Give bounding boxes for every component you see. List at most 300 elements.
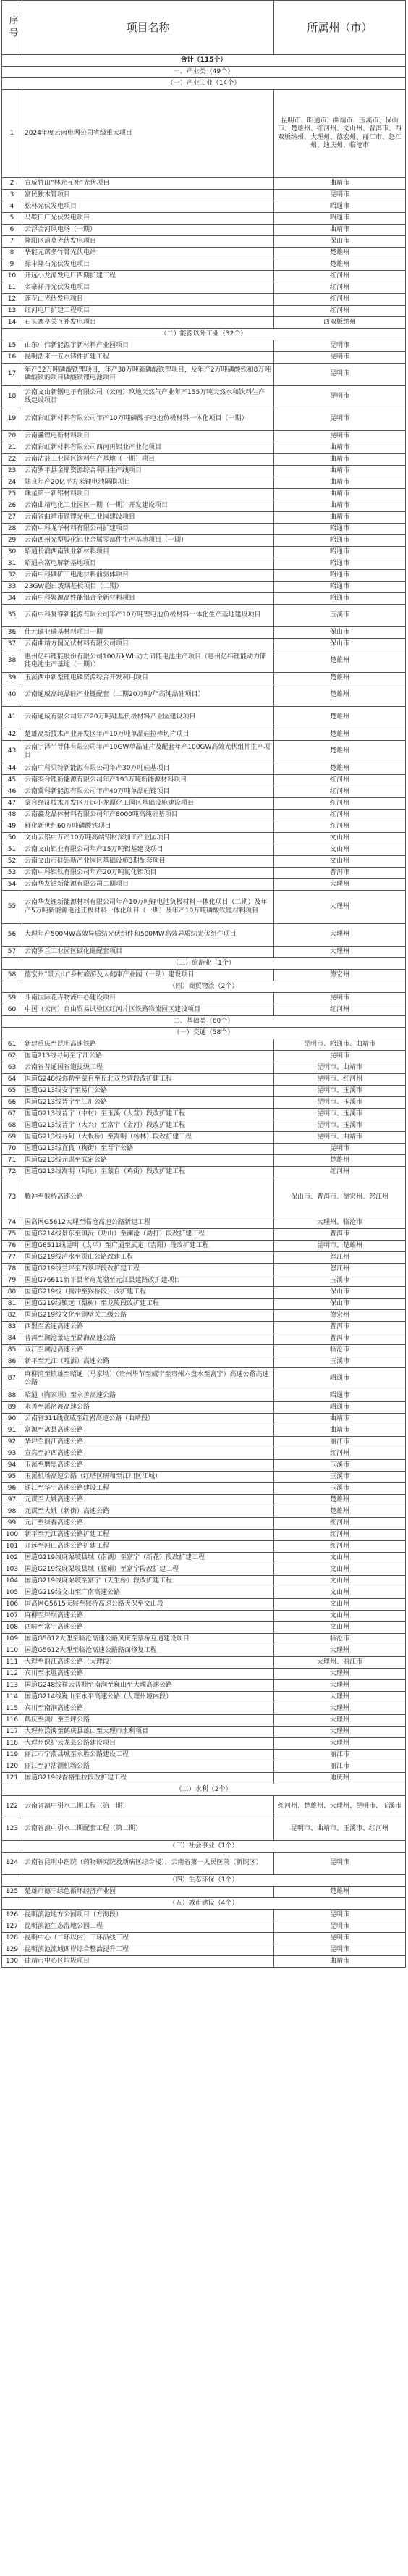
project-name: 麻柳湾至镇雄至昭通（马家坳）（贵州毕节至威宁至贵州六盘水至富宁）高速公路高速公路 — [22, 1368, 274, 1390]
row-number: 59 — [2, 993, 22, 1004]
project-name: 开远小龙潭发电厂四期扩建工程 — [22, 271, 274, 282]
location: 昆明市、曲靖市、玉溪市、红河州 — [274, 1818, 406, 1841]
table-row — [2, 1437, 406, 1448]
project-name: 普洱至澜沧景迈至勐海高速公路 — [22, 1333, 274, 1345]
location: 楚雄州 — [274, 707, 406, 729]
location: 楚雄州 — [274, 741, 406, 763]
project-name: 楚雄市德丰绿色循环经济产业园 — [22, 1887, 274, 1898]
group-label: （四）商贸物流（2个） — [2, 981, 406, 993]
table-row — [2, 1887, 406, 1898]
table-row — [2, 1495, 406, 1506]
location: 楚雄州 — [274, 673, 406, 684]
row-number: 55 — [2, 891, 22, 924]
table-row — [2, 1853, 406, 1875]
row-number: 86 — [2, 1356, 22, 1368]
location: 玉溪市 — [274, 1483, 406, 1495]
row-number: 46 — [2, 786, 22, 798]
project-name: 云南曲靖方圆光伏材料有限公司项目 — [22, 639, 274, 650]
row-number: 47 — [2, 798, 22, 810]
table-row — [2, 1933, 406, 1944]
row-number: 70 — [2, 1144, 22, 1155]
location: 文山州 — [274, 833, 406, 844]
project-name: 蒙自经济技术开发区开远小龙潭化工园区基础设施建设项目 — [22, 798, 274, 810]
location: 楚雄州 — [274, 763, 406, 775]
table-row — [2, 1750, 406, 1761]
column-header-location: 所属州（市） — [274, 1, 406, 55]
project-name: 国道G219线兰坪至西翠坪段改扩建工程 — [22, 1264, 274, 1275]
project-name: 麻柳至坪坝高速公路 — [22, 1611, 274, 1622]
row-number: 74 — [2, 1217, 22, 1229]
row-number: 80 — [2, 1287, 22, 1299]
table-body — [2, 55, 406, 1968]
table-row — [2, 684, 406, 707]
row-number: 36 — [2, 627, 22, 639]
project-name: 元谋至大姚高速公路 — [22, 1495, 274, 1506]
row-number: 72 — [2, 1167, 22, 1178]
table-row — [2, 1155, 406, 1167]
row-number: 6 — [2, 225, 22, 236]
project-name: 23GW超白玻璃基板项目（二期） — [22, 582, 274, 593]
project-name: 云南通威高纯晶硅产业链配套（二期20万吨/年高纯晶硅项目） — [22, 684, 274, 707]
row-number: 102 — [2, 1553, 22, 1564]
project-name: 昭通永富电解新基地项目 — [22, 558, 274, 570]
row-number: 100 — [2, 1530, 22, 1541]
table-row — [2, 535, 406, 547]
table-row — [2, 225, 406, 236]
table-row — [2, 236, 406, 248]
location: 大理州 — [274, 1669, 406, 1680]
table-row — [2, 1299, 406, 1310]
project-name: 大理年产500MW高效异质结光伏组件和500MW高效异质结光伏组件项目 — [22, 924, 274, 947]
location: 昆明市 — [274, 1853, 406, 1875]
row-number: 16 — [2, 352, 22, 364]
row-number: 20 — [2, 431, 22, 442]
table-row — [2, 1287, 406, 1299]
table-row — [2, 317, 406, 329]
table-row — [2, 1414, 406, 1425]
table-row — [2, 833, 406, 844]
row-number: 69 — [2, 1132, 22, 1144]
table-row — [2, 924, 406, 947]
location: 楚雄州 — [274, 684, 406, 707]
location: 红河州 — [274, 282, 406, 294]
table-row — [2, 201, 406, 213]
project-name: 昆明中心（二环以内）三环沿线工程 — [22, 1933, 274, 1944]
project-name: 陆良年产20亿平方米锂电池隔膜项目 — [22, 477, 274, 489]
group-label: （三）旅游业（1个） — [2, 958, 406, 970]
table-row — [2, 512, 406, 524]
project-name: 国道G248线祥云普棚至南涧至巍山至大理高速公路 — [22, 1680, 274, 1692]
total-label: 合计（115个） — [2, 55, 406, 67]
table-row — [2, 271, 406, 282]
row-number: 93 — [2, 1448, 22, 1460]
location: 楚雄州 — [274, 1155, 406, 1167]
table-row — [2, 1425, 406, 1437]
row-number: 18 — [2, 386, 22, 408]
row-number: 24 — [2, 477, 22, 489]
table-row — [2, 1576, 406, 1587]
table-row — [2, 1773, 406, 1784]
project-name: 云南通威有限公司年产20万吨硅基负极材料产业园建设项目 — [22, 707, 274, 729]
location: 昆明市 — [274, 352, 406, 364]
project-name: 国道G213线晋宁至江川公路 — [22, 1097, 274, 1109]
project-name: 国道G219线泸水至贡山公路改建工程 — [22, 1252, 274, 1264]
project-name: 国道G213线宜良（狗街）至晋宁公路 — [22, 1144, 274, 1155]
location: 昆明市 — [274, 386, 406, 408]
table-row — [2, 1448, 406, 1460]
project-name: 昭通长润西南钛业新材料项目 — [22, 547, 274, 558]
table-row — [2, 582, 406, 593]
location: 丽江市 — [274, 1761, 406, 1773]
project-name: 云南中科贝特新能源有限公司年产30万吨硅基项目 — [22, 763, 274, 775]
row-number: 96 — [2, 1483, 22, 1495]
row-number: 68 — [2, 1120, 22, 1132]
project-name: 红河电厂扩建工程项目 — [22, 306, 274, 317]
location: 昆明市、玉溪市 — [274, 1120, 406, 1132]
row-number: 103 — [2, 1564, 22, 1576]
row-number: 76 — [2, 1241, 22, 1252]
table-row — [2, 1132, 406, 1144]
project-name: 国道G5612大理至临沧高速公路凤庆至蒙桥互通建设项目 — [22, 1634, 274, 1645]
table-row — [2, 1910, 406, 1921]
project-name: 大理至丽江高速公路（大理段） — [22, 1657, 274, 1669]
project-name: 富源至盘县高速公路 — [22, 1425, 274, 1437]
project-name: 云南鑫锂电新材料项目 — [22, 431, 274, 442]
location: 昆明市 — [274, 1921, 406, 1933]
table-row — [2, 431, 406, 442]
location: 楚雄州 — [274, 259, 406, 271]
row-number: 88 — [2, 1390, 22, 1402]
row-number: 120 — [2, 1761, 22, 1773]
row-number: 33 — [2, 582, 22, 593]
project-name: 云南省曲靖市铁锂光电工业园建设项目 — [22, 512, 274, 524]
location: 红河州 — [274, 1004, 406, 1016]
location: 昆明市 — [274, 364, 406, 386]
project-name: 昆明滇池流域西岸综合整治提升工程 — [22, 1944, 274, 1956]
row-number: 109 — [2, 1634, 22, 1645]
location: 曲靖市 — [274, 512, 406, 524]
table-row — [2, 1264, 406, 1275]
row-number: 90 — [2, 1414, 22, 1425]
location: 昆明市、玉溪市 — [274, 1097, 406, 1109]
location: 红河州、楚雄州、大理州、昆明市、玉溪市 — [274, 1796, 406, 1818]
table-row — [2, 1310, 406, 1322]
project-name: 国道G213线安宁至易门公路 — [22, 1086, 274, 1097]
location: 昆明市 — [274, 1933, 406, 1944]
location: 丽江市 — [274, 1437, 406, 1448]
project-name: 国道G219线（腾冲至猴桥段）改扩建工程 — [22, 1287, 274, 1299]
group-label: 一、产业类（49个） — [2, 67, 406, 78]
group-header-row — [2, 1784, 406, 1796]
project-name: 宣威竹山“林光互补”光伏项目 — [22, 178, 274, 190]
table-row — [2, 1167, 406, 1178]
row-number: 112 — [2, 1669, 22, 1680]
location: 曲靖市 — [274, 500, 406, 512]
project-name: 云南曲靖电化工业园区一期（一期）开发建设项目 — [22, 500, 274, 512]
project-name: 云南彩虹新材料有限公司年产10万吨磷酸子电池负极材料一体化项目（一期） — [22, 408, 274, 431]
location: 大理州 — [274, 1703, 406, 1715]
location: 临沧市 — [274, 1634, 406, 1645]
location: 昭通市 — [274, 593, 406, 605]
row-number: 85 — [2, 1345, 22, 1356]
project-name: 昭通（陶家坝）至永善高速公路 — [22, 1390, 274, 1402]
project-name: 国道G213线寻甸（大板桥）至嵩明（杨林）段改扩建工程 — [22, 1132, 274, 1144]
table-header — [2, 1, 406, 55]
row-number: 27 — [2, 512, 22, 524]
total-row — [2, 55, 406, 67]
location: 楚雄州 — [274, 1506, 406, 1518]
location: 大理州 — [274, 891, 406, 924]
project-name: 元江至绿春高速公路 — [22, 1518, 274, 1530]
row-number: 64 — [2, 1074, 22, 1086]
row-number: 32 — [2, 570, 22, 582]
row-number: 4 — [2, 201, 22, 213]
row-number: 50 — [2, 833, 22, 844]
row-number: 37 — [2, 639, 22, 650]
table-row — [2, 454, 406, 466]
row-number: 28 — [2, 524, 22, 535]
table-row — [2, 1645, 406, 1657]
location: 昆明市、玉溪市 — [274, 1109, 406, 1120]
table-row — [2, 1483, 406, 1495]
location: 曲靖市 — [274, 489, 406, 500]
project-name: 国道G248线弥勒至蒙自至丘北双龙营段改扩建工程 — [22, 1074, 274, 1086]
location: 丽江市 — [274, 1750, 406, 1761]
location: 昭通市 — [274, 1368, 406, 1390]
project-name: 云南省311线宣威至红岩高速公路（曲靖段） — [22, 1414, 274, 1425]
location: 保山市 — [274, 236, 406, 248]
location: 红河州 — [274, 271, 406, 282]
project-name: 中国（云南）自由贸易试验区红河片区铁路物流园区建设项目 — [22, 1004, 274, 1016]
location: 普洱市 — [274, 1322, 406, 1333]
table-row — [2, 993, 406, 1004]
project-name: 昆明浩来十五水铸件扩建工程 — [22, 352, 274, 364]
table-row — [2, 1402, 406, 1414]
table-row — [2, 891, 406, 924]
location: 德宏州 — [274, 1310, 406, 1322]
project-name: 云南省昆明中医院（药物研究院及新病区综合楼）、云南省第一人民医院（新院区） — [22, 1853, 274, 1875]
location: 玉溪市 — [274, 1460, 406, 1472]
project-name: 国道G213线元谋至武定公路 — [22, 1155, 274, 1167]
location: 昭通市 — [274, 582, 406, 593]
table-row — [2, 1669, 406, 1680]
row-number: 121 — [2, 1773, 22, 1784]
location: 玉溪市 — [274, 1275, 406, 1287]
row-number: 124 — [2, 1853, 22, 1875]
location: 昭通市 — [274, 535, 406, 547]
project-name: 国高网G5612大理至临沧高速公路新建工程 — [22, 1217, 274, 1229]
project-name: 国道G76611新平县者竜龙渤至元江县建路改扩建项目 — [22, 1275, 274, 1287]
row-number: 26 — [2, 500, 22, 512]
project-name: 斗南国际花卉物流中心建设项目 — [22, 993, 274, 1004]
table-row — [2, 775, 406, 786]
location: 文山州 — [274, 1564, 406, 1576]
row-number: 119 — [2, 1750, 22, 1761]
table-row — [2, 786, 406, 798]
table-row — [2, 1109, 406, 1120]
project-name: 国道G219线镇远（梨树）至龙陵段改扩建工程 — [22, 1299, 274, 1310]
group-header-row — [2, 1898, 406, 1910]
row-number: 113 — [2, 1680, 22, 1692]
row-number: 10 — [2, 271, 22, 282]
table-row — [2, 190, 406, 201]
location: 怒江州 — [274, 1264, 406, 1275]
row-number: 117 — [2, 1727, 22, 1738]
table-row — [2, 306, 406, 317]
row-number: 97 — [2, 1495, 22, 1506]
project-name: 国道G219线麻栗坡县城（猛硐）至富宁段改扩建工程 — [22, 1564, 274, 1576]
row-number: 2 — [2, 178, 22, 190]
location: 大理州 — [274, 1692, 406, 1703]
row-number: 81 — [2, 1299, 22, 1310]
row-number: 115 — [2, 1703, 22, 1715]
location: 文山州 — [274, 856, 406, 868]
table-row — [2, 294, 406, 306]
table-row — [2, 547, 406, 558]
table-row — [2, 466, 406, 477]
table-row — [2, 1761, 406, 1773]
project-name: 惠州亿纬锂能股份有限公司100万kWh动力储能电池生产项目（惠州亿纬锂能动力储能电池生产基地（一期）） — [22, 650, 274, 673]
location: 保山市、普洱市、德宏州、怒江州 — [274, 1178, 406, 1217]
location: 玉溪市 — [274, 1472, 406, 1483]
location: 曲靖市 — [274, 1425, 406, 1437]
table-row — [2, 650, 406, 673]
location: 楚雄州 — [274, 1887, 406, 1898]
table-row — [2, 386, 406, 408]
table-row — [2, 741, 406, 763]
table-row — [2, 1086, 406, 1097]
table-row — [2, 1692, 406, 1703]
row-number: 25 — [2, 489, 22, 500]
project-name: 楚雄高新技术产业开发区年产10万吨单晶硅拉棒切片项目 — [22, 729, 274, 741]
row-number: 126 — [2, 1910, 22, 1921]
project-name: 云南罗平县金鼎资源综合利用生产线项目 — [22, 466, 274, 477]
table-row — [2, 1275, 406, 1287]
project-name: 鲜化新世纪60万吨磷酸铁项目 — [22, 821, 274, 833]
group-label: （一）交通（58个） — [2, 1028, 406, 1039]
row-number: 57 — [2, 947, 22, 958]
row-number: 77 — [2, 1252, 22, 1264]
row-number: 101 — [2, 1541, 22, 1553]
location: 大理州 — [274, 1680, 406, 1692]
table-row — [2, 1097, 406, 1109]
location: 红河州 — [274, 1448, 406, 1460]
location: 昆明市、玉溪市 — [274, 1086, 406, 1097]
project-name: 年产32万吨磷酸铁锂项目，年产30万吨新磷酸铁锂项目，及年产2万吨磷酸铁和8万吨磷酸铁的项目磷酸铁锂电池项目 — [22, 364, 274, 386]
table-row — [2, 558, 406, 570]
table-row — [2, 1217, 406, 1229]
table-row — [2, 1921, 406, 1933]
row-number: 130 — [2, 1956, 22, 1968]
project-name: 云南泰合锂新能源有限公司年产193万吨新能源材料项目 — [22, 775, 274, 786]
location: 文山州 — [274, 1553, 406, 1564]
row-number: 129 — [2, 1944, 22, 1956]
row-number: 84 — [2, 1333, 22, 1345]
table-row — [2, 844, 406, 856]
project-name: 腾冲至猴桥高速公路 — [22, 1178, 274, 1217]
location: 大理州 — [274, 1645, 406, 1657]
project-name: 永善至溪洛渡高速公路 — [22, 1402, 274, 1414]
location: 临沧市 — [274, 1345, 406, 1356]
row-number: 39 — [2, 673, 22, 684]
project-name: 华能元谋多竹箐光伏电站 — [22, 248, 274, 259]
location: 玉溪市 — [274, 1356, 406, 1368]
project-name: 云南中科龙华材料有限公司扩建项目 — [22, 524, 274, 535]
row-number: 111 — [2, 1657, 22, 1669]
row-number: 22 — [2, 454, 22, 466]
row-number: 34 — [2, 593, 22, 605]
row-number: 41 — [2, 707, 22, 729]
location: 昭通市 — [274, 524, 406, 535]
project-name: 宾川至永胜高速公路 — [22, 1669, 274, 1680]
table-row — [2, 763, 406, 775]
location: 曲靖市 — [274, 466, 406, 477]
table-row — [2, 1333, 406, 1345]
table-row — [2, 970, 406, 981]
group-header-row — [2, 78, 406, 90]
row-number: 110 — [2, 1645, 22, 1657]
table-row — [2, 639, 406, 650]
project-name: 国道G213线晋宁（中村）至玉溪（大营）段改扩建工程 — [22, 1109, 274, 1120]
row-number: 82 — [2, 1310, 22, 1322]
row-number: 44 — [2, 763, 22, 775]
location: 红河州 — [274, 810, 406, 821]
location: 楚雄州 — [274, 650, 406, 673]
table-row — [2, 810, 406, 821]
project-name: 2024年度云南电网公司省级重大项目 — [22, 90, 274, 178]
project-name: 昆明滇池地方公园项目（方海段） — [22, 1910, 274, 1921]
table-row — [2, 1345, 406, 1356]
location: 文山州 — [274, 1576, 406, 1587]
row-number: 61 — [2, 1039, 22, 1051]
location: 文山州 — [274, 844, 406, 856]
row-number: 105 — [2, 1587, 22, 1599]
location: 红河州 — [274, 1530, 406, 1541]
table-row — [2, 1564, 406, 1576]
table-row — [2, 1553, 406, 1564]
row-number: 38 — [2, 650, 22, 673]
table-row — [2, 1229, 406, 1241]
location: 曲靖市 — [274, 442, 406, 454]
row-number: 21 — [2, 442, 22, 454]
location: 昭通市 — [274, 201, 406, 213]
group-header-row — [2, 329, 406, 340]
group-header-row — [2, 958, 406, 970]
project-name: 云南中科聚源高性能铝合金新材料项目 — [22, 593, 274, 605]
project-name: 禄丰隆石光伏发电项目 — [22, 259, 274, 271]
row-number: 107 — [2, 1611, 22, 1622]
project-name: 西畴至富宁高速公路 — [22, 1622, 274, 1634]
row-number: 42 — [2, 729, 22, 741]
location: 楚雄州 — [274, 729, 406, 741]
row-number: 40 — [2, 684, 22, 707]
location: 德宏州 — [274, 970, 406, 981]
location: 红河州 — [274, 1518, 406, 1530]
table-row — [2, 707, 406, 729]
location: 红河州 — [274, 306, 406, 317]
project-name: 石头寨亭关互补发电项目 — [22, 317, 274, 329]
location: 昆明市 — [274, 1144, 406, 1155]
location: 曲靖市 — [274, 1956, 406, 1968]
project-name: 国道G214线巍山至永平高速公路（大理州境内段） — [22, 1692, 274, 1703]
project-name: 云南华友锂新能源材料有限公司年产10万吨锂电池负极材料一体化项目（二期）及年产5万吨新能源电池正极材料一体化项目（一期）及年产10万吨磷酸铁锂材料项目 — [22, 891, 274, 924]
location: 红河州 — [274, 821, 406, 833]
row-number: 8 — [2, 248, 22, 259]
row-number: 73 — [2, 1178, 22, 1217]
project-table — [1, 0, 406, 1968]
project-name: 宾川至南涧高速公路 — [22, 1703, 274, 1715]
project-name: 昆明滇池生态湿地公园工程 — [22, 1921, 274, 1933]
